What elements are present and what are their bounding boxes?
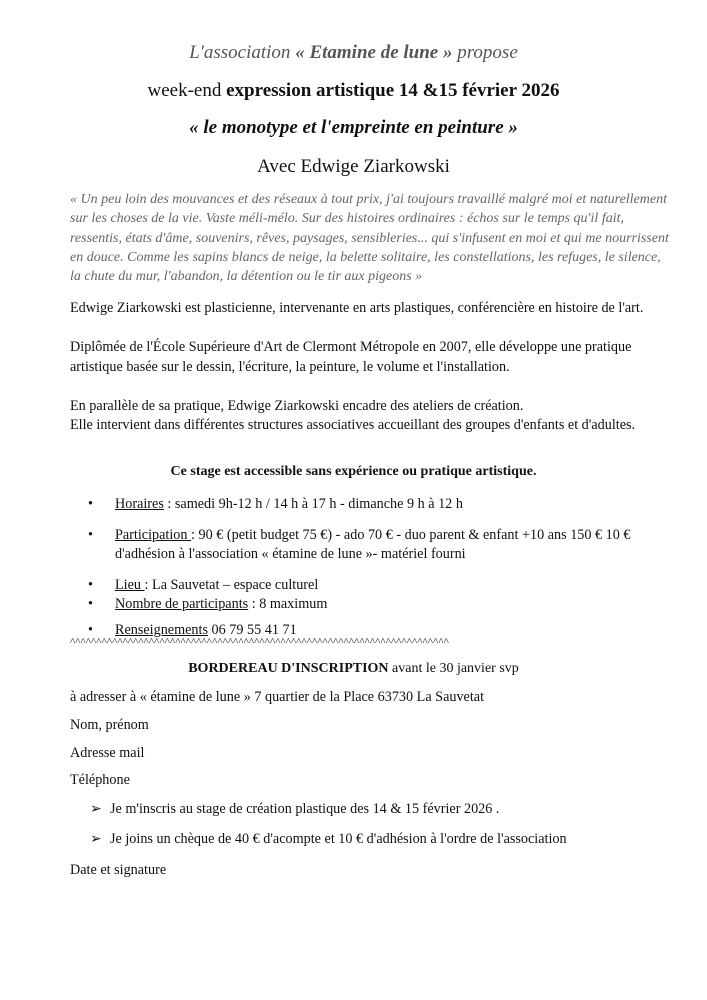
artist-line: Avec Edwige Ziarkowski: [257, 156, 450, 177]
label: Participation: [115, 527, 192, 543]
form-heading: [0, 661, 707, 677]
detail-participation: [70, 526, 670, 564]
value: : 8 maximum: [248, 596, 328, 612]
detail-participants: [70, 595, 670, 614]
label: Nombre de participants: [115, 596, 249, 612]
checklist-item-1: [90, 801, 499, 818]
text: Je m'inscris au stage de création plastique des 14 & 15 février 2026 .: [110, 801, 500, 817]
text: propose: [452, 42, 518, 63]
label: Horaires: [115, 496, 164, 512]
detail-horaires: [70, 495, 670, 514]
arrow-bullet-icon: ➢: [90, 831, 102, 847]
arrow-bullet-icon: ➢: [90, 801, 102, 817]
value: : 90 € (petit budget 75 €) - ado 70 € - duo parent & enfant +10 ans 150 € 10 € d'adhésion à l'association « étamine de lune »- matériel fourni: [115, 527, 631, 562]
detail-lieu: [70, 576, 670, 595]
field-email: Adresse mail: [70, 745, 145, 761]
separator: ^^^^^^^^^^^^^^^^^^^^^^^^^^^^^^^^^^^^^^^^^^^^^^^^^^^^^^^^^^^^^^^^^^^^^^^^: [70, 636, 449, 648]
bio-2: Diplômée de l'École Supérieure d'Art de Clermont Métropole en 2007, elle développe une pratique artistique basée sur le dessin, l'écriture, la peinture, le volume et l'installation.: [70, 339, 632, 375]
text: week-end: [147, 80, 227, 101]
details-list: [70, 495, 670, 640]
label: Renseignements: [115, 622, 208, 638]
value: 06 79 55 41 71: [208, 622, 297, 638]
field-signature: Date et signature: [70, 862, 167, 878]
deadline: avant le 30 janvier svp: [388, 661, 519, 676]
bio-4: Elle intervient dans différentes structures associatives accueillant des groupes d'enfants et d'adultes.: [70, 417, 636, 433]
event-line: [0, 80, 707, 102]
bio-1: Edwige Ziarkowski est plasticienne, intervenante en arts plastiques, conférencière en histoire de l'art.: [70, 300, 644, 316]
association-name: « Etamine de lune »: [295, 42, 453, 63]
checklist-item-2: [90, 831, 567, 848]
text: Je joins un chèque de 40 € d'acompte et 10 € d'adhésion à l'ordre de l'association: [110, 831, 567, 847]
value: : samedi 9h-12 h / 14 h à 17 h - dimanche 9 h à 12 h: [163, 496, 463, 512]
field-phone: Téléphone: [70, 772, 130, 788]
bio-3: En parallèle de sa pratique, Edwige Ziarkowski encadre des ateliers de création.: [70, 398, 524, 414]
label: Lieu: [115, 577, 145, 593]
form-title: BORDEREAU D'INSCRIPTION: [188, 661, 389, 676]
form-address: à adresser à « étamine de lune » 7 quartier de la Place 63730 La Sauvetat: [70, 689, 485, 705]
value: : La Sauvetat – espace culturel: [144, 577, 319, 593]
workshop-title: « le monotype et l'empreinte en peinture »: [189, 117, 518, 138]
field-name: Nom, prénom: [70, 717, 149, 733]
event-title: expression artistique 14 &15 février 2026: [226, 80, 560, 101]
text: L'association: [189, 42, 296, 63]
association-line: [0, 42, 707, 64]
accessible-note: Ce stage est accessible sans expérience ou pratique artistique.: [170, 464, 537, 479]
artist-quote: « Un peu loin des mouvances et des réseaux à tout prix, j'ai toujours travaillé malgré moi et naturellement sur les choses de la vie. Vaste méli-mélo. Sur des histoires ordinaires : échos sur le temps qu'il fait, ressentis, états d'âme, souvenirs, rêves, paysages, sensibleries... qui s'infusent en moi et qui me nourrissent en douce. Comme les sapins blancs de neige, la belette solitaire, les constellations, les refuges, le silence, la chute du mur, l'abandon, la détention ou le tir aux pigeons »: [70, 192, 669, 285]
